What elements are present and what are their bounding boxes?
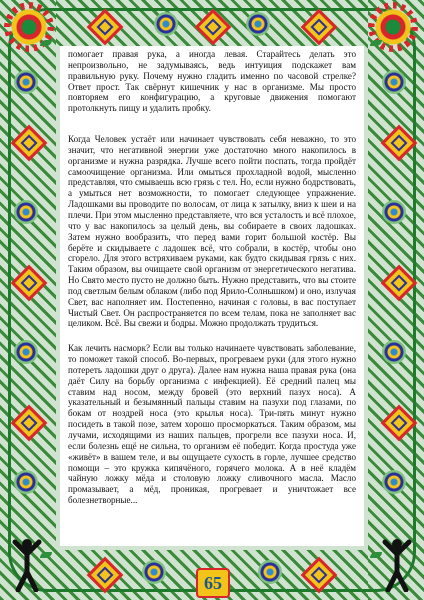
paragraph: Когда Человек устаёт или начинает чувствовать себя неважно, то это значит, что негативной энергии уже достаточно много накопилось в организме и нужна разрядка. Лучше всего пойти поспать, тогда пройдёт самоочищение организма. Или омыться прохладной водой, мысленно представляя, что смываешь всю грязь с тел. Но, если нужно бодрствовать, а умыться нет возможности, то помогает следующее упражнение. Ладошками вы проводите по волосам, от лица к затылку, вниз к шеи и на плечи. При этом мысленно представляете, что вся усталость и всё плохое, что у вас накопилось за целый день, вы собираете в своих ладошках. Затем нужно вообразить, что перед вами горит большой костёр. Вы берёте и скидываете с ладошек всё, что собрали, в костёр, чтобы оно сгорело. Для этого встряхиваем руками, как будто скидывая грязь с них. Таким образом, вы очищаете свой организм от энергетического негатива. Но Свято место пусто не должно быть. Нужно представить, что вы стоите под светлым белым облаком (либо под Ярило-Солнышком) и оно, излучая Свет, вас наполняет им. Постепенно, начиная с головы, в вас поступает Чистый Свет. Он распространяется по всем телам, пока не заполняет вас целиком. Всё. Вы свежи и бодры. Можно продолжать трудиться. — [68, 134, 356, 329]
flower-ornament-icon — [14, 470, 38, 494]
flower-ornament-icon — [154, 12, 178, 36]
page-number: 65 — [196, 568, 230, 598]
flower-ornament-icon — [382, 200, 406, 224]
paragraph: Как лечить насморк? Если вы только начинаете чувствовать заболевание, то поможет такой способ. Во-первых, прогреваем руки (для этого нужно потереть ладошки друг о друга). Далее нам нужна наша правая рука (она даёт Силу на борьбу организма с инфекцией). Её средний палец мы ставим над носом, между бровей (это верхний пазух носа). А указательный и безымянный пальцы ставим на пазухи под глазами, по бокам от ноздрей носа (это крылья носа). Три-пять минут нужно посидеть в такой позе, затем хорошо просморкаться. Таким образом, мы лучами, исходящими из наших пальцев, прогрели все пазухи носа. И, если болезнь ещё не сильна, то организм её победит. Когда простуда уже «живёт» в вашем теле, и вы ощущаете сухость в горле, лучшее средство помощи – это кружка кипячёного, горячего молока. А в неё кладём чайную ложку мёда и столовую ложку сливочного масла. Масло промазывает, а мёд, проникая, прогревает и уничтожает все болезнетворные... — [68, 343, 356, 506]
flower-ornament-icon — [14, 200, 38, 224]
flower-ornament-icon — [382, 340, 406, 364]
flower-ornament-icon — [14, 340, 38, 364]
flower-ornament-icon — [258, 560, 282, 584]
flower-ornament-icon — [382, 470, 406, 494]
flower-ornament-icon — [142, 560, 166, 584]
flower-ornament-icon — [246, 12, 270, 36]
flower-ornament-icon — [382, 70, 406, 94]
paragraph: помогает правая рука, а иногда левая. Старайтесь делать это непроизвольно, не задумываясь, ведь интуиция подскажет вам правильную руку. Почему нужно гладить именно по часовой стрелке? Ответ прост. Так свёрнут кишечник у нас в организме. Мы просто повторяем его конфигурацию, а круговые движения помогают протолкнуть пищу и удалить пробку. — [68, 49, 356, 114]
human-figure-icon — [12, 538, 42, 592]
body-text — [68, 49, 356, 506]
human-figure-icon — [382, 538, 412, 592]
flower-ornament-icon — [14, 70, 38, 94]
